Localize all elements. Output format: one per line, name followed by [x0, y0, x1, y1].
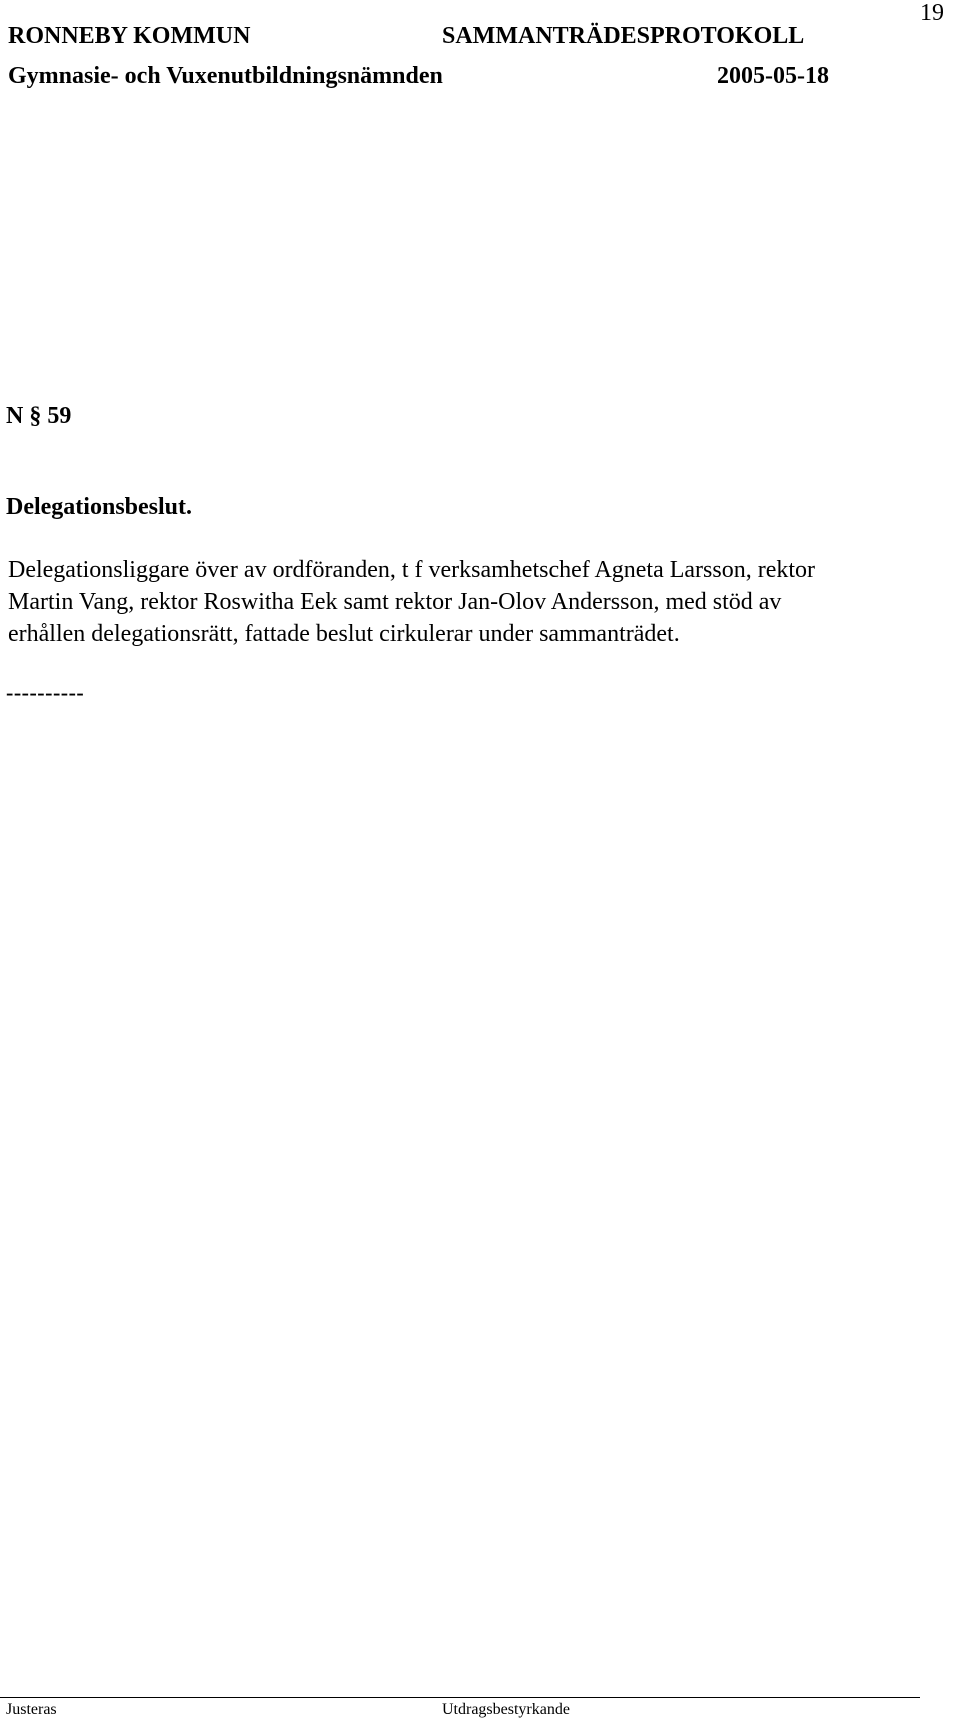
body-line: erhållen delegationsrätt, fattade beslut cirkulerar under sammanträdet. — [8, 621, 680, 647]
meeting-date: 2005-05-18 — [717, 63, 829, 89]
footer-justeras-label: Justeras — [6, 1701, 57, 1718]
body-line: Martin Vang, rektor Roswitha Eek samt rektor Jan-Olov Andersson, med stöd av — [8, 589, 782, 615]
footer-utdragsbestyrkande-label: Utdragsbestyrkande — [442, 1701, 570, 1718]
paragraph-body — [8, 554, 938, 650]
section-separator: ---------- — [6, 680, 85, 705]
committee-name: Gymnasie- och Vuxenutbildningsnämnden — [8, 63, 443, 89]
paragraph-title: Delegationsbeslut. — [6, 494, 192, 520]
page-number: 19 — [920, 0, 944, 26]
body-line: Delegationsliggare över av ordföranden, t f verksamhetschef Agneta Larsson, rektor — [8, 557, 816, 583]
paragraph-number: N § 59 — [6, 403, 72, 429]
municipality-name: RONNEBY KOMMUN — [8, 23, 251, 49]
footer-rule — [0, 1697, 920, 1698]
document-type: SAMMANTRÄDESPROTOKOLL — [442, 23, 805, 49]
